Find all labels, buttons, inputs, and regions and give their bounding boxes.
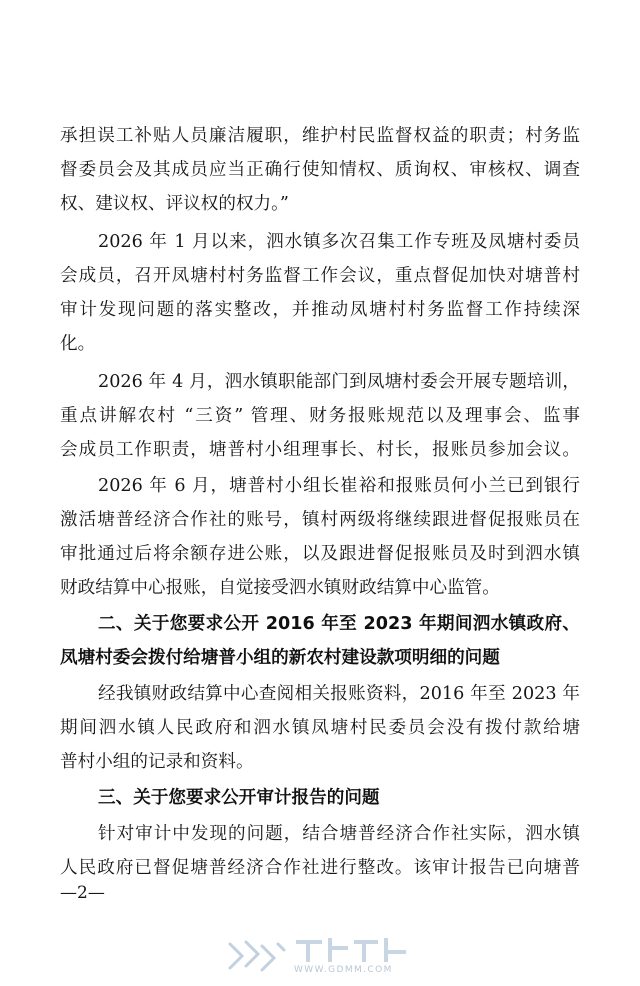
body-text-line: 审批通过后将余额存进公账，以及跟进督促报账员及时到泗水镇 [60,544,580,564]
body-text-line: 2026 年 1 月以来，泗水镇多次召集工作专班及凤塘村委员 [98,232,580,252]
body-text-line: 经我镇财政结算中心查阅相关报账资料，2016 年至 2023 年 [98,684,580,704]
body-text-line: 化。 [60,334,96,354]
body-text-line: 针对审计中发现的问题，结合塘普经济合作社实际，泗水镇 [98,824,580,844]
body-text-line: 承担误工补贴人员廉洁履职，维护村民监督权益的职责；村务监 [60,126,580,146]
body-text-line: 重点讲解农村 “三资” 管理、财务报账规范以及理事会、监事 [60,406,580,426]
watermark-logo [212,932,430,984]
body-text-line: 督委员会及其成员应当正确行使知情权、质询权、审核权、调查 [60,160,580,180]
watermark-site-text: WWW.GDMM.COM [294,965,393,975]
body-text-line: 人民政府已督促塘普经济合作社进行整改。该审计报告已向塘普 [60,858,580,878]
body-text-line: 会成员工作职责，塘普村小组理事长、村长，报账员参加会议。 [60,440,580,460]
section-heading: 凤塘村委会拨付给塘普小组的新农村建设款项明细的问题 [60,648,500,668]
body-text-line: 财政结算中心报账，自觉接受泗水镇财政结算中心监管。 [60,578,500,598]
body-text-line: 权、建议权、评议权的权力。” [60,194,289,214]
body-text-line: 2026 年 6 月，塘普村小组长崔裕和报账员何小兰已到银行 [98,476,580,496]
body-text-line: 激活塘普经济合作社的账号，镇村两级将继续跟进督促报账员在 [60,510,580,530]
section-heading: 二、关于您要求公开 2016 年至 2023 年期间泗水镇政府、 [98,614,580,634]
body-text-line: 2026 年 4 月，泗水镇职能部门到凤塘村委会开展专题培训， [98,372,580,392]
body-text-line: 期间泗水镇人民政府和泗水镇凤塘村民委员会没有拨付款给塘 [60,718,580,738]
body-text-line: 审计发现问题的落实整改，并推动凤塘村村务监督工作持续深 [60,300,580,320]
body-text-line: 普村小组的记录和资料。 [60,752,254,772]
watermark-logo-icon [212,932,430,984]
section-heading: 三、关于您要求公开审计报告的问题 [98,788,380,808]
body-text-line: 会成员，召开凤塘村村务监督工作会议，重点督促加快对塘普村 [60,266,580,286]
page-number: —2— [60,883,105,903]
